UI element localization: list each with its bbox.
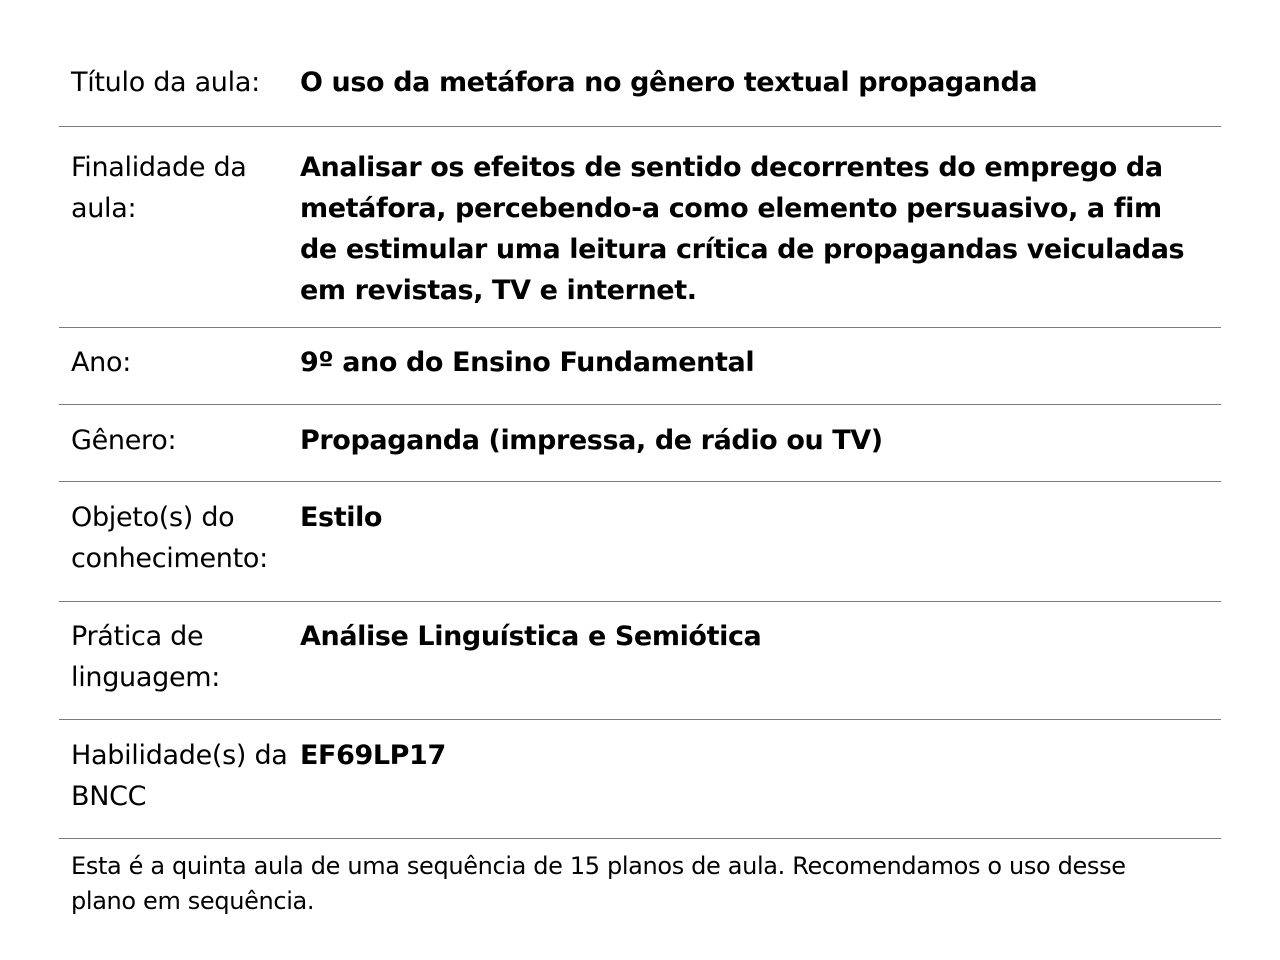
row-lesson-title: [59, 43, 1221, 127]
lesson-plan-table: [59, 43, 1221, 919]
row-value: Propaganda (impressa, de rádio ou TV): [300, 425, 883, 456]
row-language-practice: [59, 602, 1221, 720]
row-label: Prática de linguagem:: [71, 621, 221, 693]
row-knowledge-objects: [59, 482, 1221, 602]
row-value: Estilo: [300, 502, 383, 533]
sequence-note: Esta é a quinta aula de uma sequência de 15 planos de aula. Recomendamos o uso desse plano em sequência.: [71, 852, 1126, 915]
row-label: Título da aula:: [71, 67, 260, 98]
row-value: EF69LP17: [300, 740, 446, 771]
row-label: Objeto(s) do conhecimento:: [71, 502, 268, 574]
row-bncc-skills: [59, 720, 1221, 839]
row-label: Ano:: [71, 347, 131, 378]
row-lesson-purpose: [59, 127, 1221, 328]
row-year: [59, 328, 1221, 405]
row-label: Finalidade da aula:: [71, 152, 247, 224]
row-label: Habilidade(s) da BNCC: [71, 740, 288, 812]
row-label: Gênero:: [71, 425, 177, 456]
row-value: Analisar os efeitos de sentido decorrentes do emprego da metáfora, percebendo-a como elemento persuasivo, a fim de estimular uma leitura crítica de propagandas veiculadas em revistas, TV e internet.: [300, 152, 1185, 306]
row-value: Análise Linguística e Semiótica: [300, 621, 762, 652]
row-value: O uso da metáfora no gênero textual propaganda: [300, 67, 1038, 98]
row-value: 9º ano do Ensino Fundamental: [300, 347, 755, 378]
row-genre: [59, 405, 1221, 482]
